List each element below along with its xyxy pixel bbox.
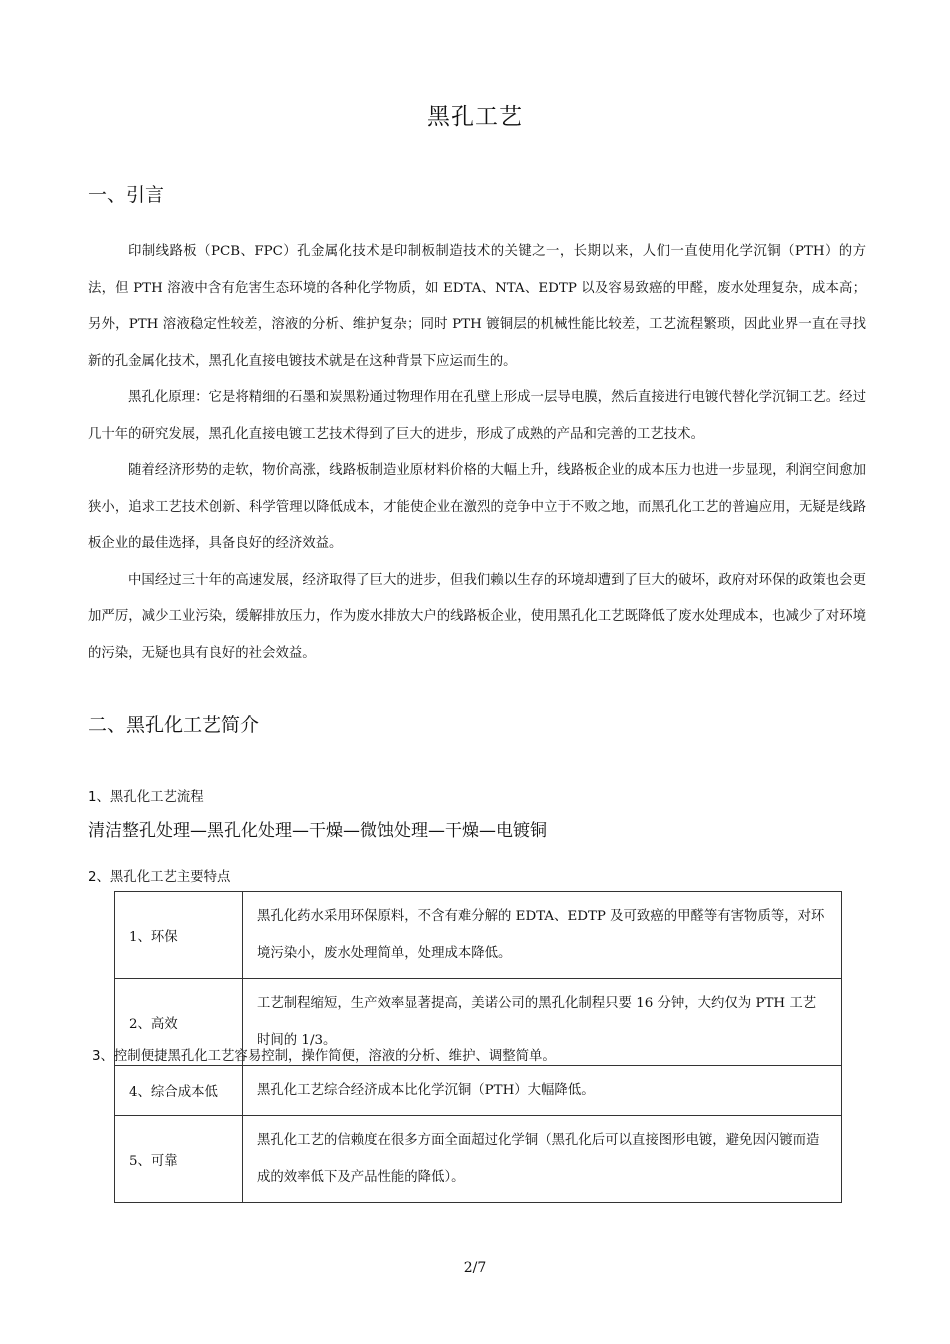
intro-paragraph: 黑孔化原理：它是将精细的石墨和炭黑粉通过物理作用在孔壁上形成一层导电膜，然后直接进行电镀代替化学沉铜工艺。经过几十年的研究发展，黑孔化直接电镀工艺技术得到了巨大的进步，形成了成熟的产品和完善的工艺技术。 [88,390,866,442]
process-flow: 清洁整孔处理—黑孔化处理—干燥—微蚀处理—干燥—电镀铜 [88,821,547,841]
section-heading-overview: 二、黑孔化工艺简介 [88,714,260,736]
intro-paragraph: 印制线路板（PCB、FPC）孔金属化技术是印制板制造技术的关键之一，长期以来，人们一直使用化学沉铜（PTH）的方法，但 PTH 溶液中含有危害生态环境的各种化学物质，如 EDTA、NTA、EDTP 以及容易致癌的甲醛，废水处理复杂，成本高；另外，PTH 溶液稳定性较差，溶液的分析、维护复杂；同时 PTH 镀铜层的机械性能比较差，工艺流程繁琐，因此业界一直在寻找新的孔金属化技术，黑孔化直接电镀技术就是在这种背景下应运而生的。 [88,244,866,369]
section-heading-intro: 一、引言 [88,184,165,206]
table-row [115,1116,842,1203]
page-number: 2/7 [463,1260,487,1276]
feature-value: 黑孔化工艺综合经济成本比化学沉铜（PTH）大幅降低。 [243,1066,842,1116]
feature-key: 1、环保 [115,892,243,979]
feature-value: 黑孔化药水采用环保原料，不含有难分解的 EDTA、EDTP 及可致癌的甲醛等有害物质等，对环境污染小，废水处理简单，处理成本降低。 [243,892,842,979]
feature-key: 4、综合成本低 [115,1066,243,1116]
flow-label: 1、黑孔化工艺流程 [88,790,204,805]
intro-paragraph: 中国经过三十年的高速发展，经济取得了巨大的进步，但我们赖以生存的环境却遭到了巨大的破坏，政府对环保的政策也会更加严厉，减少工业污染，缓解排放压力，作为废水排放大户的线路板企业，使用黑孔化工艺既降低了废水处理成本，也减少了对环境的污染，无疑也具有良好的社会效益。 [88,572,866,661]
features-table-b [114,1065,842,1203]
feature-key: 2、高效 [115,979,243,1066]
intro-body [88,234,866,672]
feature-control-note: 3、控制便捷黑孔化工艺容易控制，操作简便，溶液的分析、维护、调整简单。 [92,1049,556,1064]
feature-key: 5、可靠 [115,1116,243,1203]
table-row [115,892,842,979]
features-table-a [114,891,842,1066]
features-label: 2、黑孔化工艺主要特点 [88,870,231,885]
page-title: 黑孔工艺 [427,104,523,130]
intro-paragraph: 随着经济形势的走软，物价高涨，线路板制造业原材料价格的大幅上升，线路板企业的成本压力也进一步显现，利润空间愈加狭小，追求工艺技术创新、科学管理以降低成本，才能使企业在激烈的竞争中立于不败之地，而黑孔化工艺的普遍应用，无疑是线路板企业的最佳选择，具备良好的经济效益。 [88,463,866,551]
table-row [115,1066,842,1116]
feature-value: 黑孔化工艺的信赖度在很多方面全面超过化学铜（黑孔化后可以直接图形电镀，避免因闪镀而造成的效率低下及产品性能的降低）。 [243,1116,842,1203]
feature-value: 工艺制程缩短，生产效率显著提高，美诺公司的黑孔化制程只要 16 分钟，大约仅为 PTH 工艺时间的 1/3。 [243,979,842,1066]
